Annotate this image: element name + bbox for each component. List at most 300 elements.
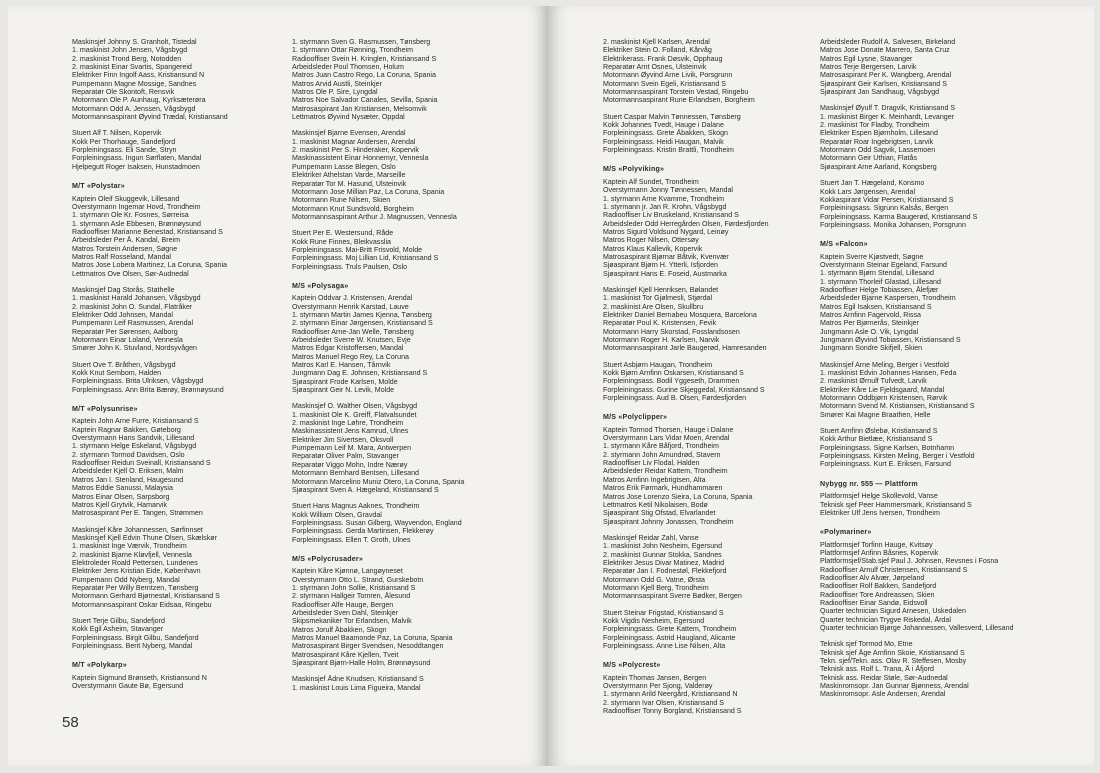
crew-entry: Overstyrmann Otto L. Strand, Gurskebotn (292, 575, 424, 584)
crew-entry: Lettmatros Ketil Nikolaisen, Bodø (603, 500, 708, 509)
crew-entry: Arbeidsleder Per Å. Kandal, Breim (72, 236, 181, 245)
crew-entry: Lettmatros Ove Olsen, Sør-Audnedal (72, 269, 189, 278)
crew-entry: Forpleiningsass. Ingun Sørflaten, Mandal (72, 154, 202, 163)
crew-entry: 2. maskinist Gunnar Stokka, Sandnes (603, 550, 722, 559)
crew-entry: Radiooffiser Tore Andreassen, Skien (820, 590, 935, 599)
crew-entry: Matrosaspirant Bjørnar Båtvik, Kvenvær (603, 252, 729, 261)
crew-entry: Maskinromsopr. Jan Gunnar Bjønness, Arendal (820, 682, 969, 691)
crew-entry: Matros Per Bjørnerås, Steinkjer (820, 319, 919, 328)
crew-entry: Matros Noe Salvador Canales, Sevilla, Spania (292, 96, 438, 105)
crew-entry: Motormann Oddbjørn Kristensen, Rørvik (820, 394, 948, 403)
crew-entry: Maskinsjef O. Walther Olsen, Vågsbygd (292, 402, 418, 411)
crew-entry: Sjøaspirant Bjørn H. Ytterli, Isfjorden (603, 261, 718, 270)
crew-entry: Sjøaspirant Frode Karlsen, Molde (292, 377, 398, 386)
crew-entry: Motormann Svein Egeli, Kristiansand S (603, 79, 727, 88)
crew-entry: Matros Jose Donate Marrero, Santa Cruz (820, 46, 950, 55)
crew-entry: Matros Jose Lobera Martinez, La Coruna, Spania (72, 261, 227, 270)
crew-entry: Matros Arvid Austli, Steinkjer (292, 79, 382, 88)
crew-entry: Kokk Lars Jørgensen, Arendal (820, 187, 916, 196)
crew-entry: Jungmann Øyvind Tobiassen, Kristiansand S (820, 336, 961, 344)
entry-gap (72, 650, 287, 658)
crew-entry: Teknisk ass. Rolf L. Trana, Å i Åfjord (820, 665, 934, 674)
entry-gap (820, 632, 1035, 640)
crew-entry: Matros Egil Lysne, Stavanger (820, 54, 913, 63)
crew-entry: Radiooffiser Alfe Hauge, Bergen (292, 600, 394, 609)
crew-entry: Smører John K. Stuvland, Nordsyvågen (72, 344, 197, 353)
crew-entry: Forpleiningsass. Moj Lillian Lid, Kristiansand S (292, 254, 439, 263)
crew-entry: Radiooffiser Liv Flodal, Halden (603, 459, 700, 468)
crew-entry: Maskinsjef Dag Storås, Stathelle (72, 285, 175, 294)
crew-entry: 1. styrmann Ottar Rønning, Trondheim (292, 46, 414, 55)
crew-entry: Kokk Rune Finnes, Bleikvasslia (292, 237, 391, 246)
crew-entry: Sjøaspirant Jan Sandhaug, Vågsbygd (820, 88, 940, 97)
crew-entry: Forpleiningsass. Kirsten Meling, Berger i Vestfold (820, 452, 975, 461)
crew-entry: Forpleiningsass. Truls Paulsen, Oslo (292, 262, 408, 271)
entry-gap (292, 394, 507, 402)
crew-entry: Arbeidsleder Poul Thomsen, Holum (292, 63, 404, 72)
crew-entry: 2. maskinist Per S. Hinderaker, Kopervik (292, 146, 419, 155)
ship-heading: M/S «Polycrest» (603, 661, 661, 670)
crew-entry: Radiooffiser Liv Bruskeland, Kristiansand S (603, 211, 739, 220)
column-3 (603, 38, 818, 715)
entry-gap (603, 278, 818, 286)
entry-gap (603, 353, 818, 361)
crew-entry: Matros Ole P. Sire, Lyngdal (292, 88, 378, 97)
crew-entry: Skipsmekaniker Tor Erlandsen, Malvik (292, 617, 412, 626)
crew-entry: Motormann Roger H. Karlsen, Narvik (603, 336, 720, 344)
ship-heading: M/T «Polykarp» (72, 661, 127, 670)
crew-entry: Maskinassistent Jens Kamrud, Ulnes (292, 427, 409, 436)
crew-entry: Kaptein Thomas Jansen, Bergen (603, 673, 707, 682)
crew-entry: Tekn. sjef/Tekn. ass. Olav R. Steffesen, Mosby (820, 657, 967, 665)
ship-heading: M/T «Polystar» (72, 182, 125, 191)
crew-entry: 2. maskinist Ørnulf Tufvedt, Larvik (820, 377, 927, 386)
crew-entry: Maskinsjef Kåre Johannessen, Sørfinnset (72, 525, 203, 534)
crew-entry: Sjøaspirant Johnny Jonassen, Trondheim (603, 517, 734, 526)
crew-entry: Reparatør Per Sørensen, Aalborg (72, 327, 178, 336)
crew-entry: Matros Kjell Grytvik, Hamarvik (72, 500, 167, 509)
crew-entry: Stuert Jan T. Hægeland, Konsmo (820, 179, 925, 188)
crew-entry: Forpleiningsass. Berit Nyberg, Mandal (72, 642, 193, 650)
crew-entry: Maskinromsopr. Asle Andersen, Arendal (820, 690, 946, 699)
crew-entry: Forpleiningsass. Susan Gilberg, Wayvendon, England (292, 518, 462, 527)
crew-entry: 1. styrmann Arild Neergård, Kristiansand N (603, 690, 738, 699)
crew-entry: Pumpemann Leif Rasmussen, Arendal (72, 319, 194, 328)
crew-entry: Matros Ralf Rosseland, Mandal (72, 252, 171, 261)
crew-entry: Forpleiningsass. Grete Kattem, Trondheim (603, 625, 737, 634)
crew-entry: Pumpemann Leif M. Mara, Antwerpen (292, 444, 412, 453)
crew-entry: Reparatør Ole Skontoft, Rensvik (72, 88, 175, 97)
crew-entry: Matros Jan I. Stenland, Haugesund (72, 475, 184, 484)
crew-entry: 1. styrmann Helge Eskeland, Vågsbygd (72, 442, 197, 451)
crew-entry: Motormannsaspirant Torstein Vestad, Ringebu (603, 88, 749, 97)
crew-entry: 1. styrmann Thorleif Glastad, Lillesand (820, 277, 941, 286)
ship-heading: M/S «Falcon» (820, 240, 868, 249)
crew-entry: Motormann Jose Millian Paz, La Coruna, Spania (292, 187, 445, 196)
crew-entry: Matros Jorulf Åbakken, Skogn (292, 625, 387, 634)
crew-entry: Matros Einar Olsen, Sarpsborg (72, 492, 170, 501)
crew-entry: Forpleiningsass. Birgit Gilbu, Sandefjord (72, 633, 199, 642)
crew-entry: Forpleiningsass. Sigrunn Kalsås, Bergen (820, 204, 949, 213)
crew-entry: Motormannsaspirant Jarle Baugerød, Hamresanden (603, 344, 767, 353)
crew-entry: Forpleiningsass. Ann Brita Bærøy, Brønnøysund (72, 385, 224, 394)
crew-entry: Arbeidsleder Kjell O. Eriksen, Malm (72, 467, 184, 476)
crew-entry: Kokk Arthur Bietlæe, Kristiansand S (820, 435, 933, 444)
crew-entry: 2. maskinist Are Olsen, Skullbru (603, 302, 704, 311)
crew-entry: Overstyrmann Lars Vidar Moen, Arendal (603, 434, 730, 443)
crew-entry: 2. maskinist John O. Sundal, Flatråker (72, 302, 193, 311)
crew-entry: Maskinsjef Kjell Edvin Thune Olsen, Skælskør (72, 533, 217, 542)
crew-entry: Radiooffiser Alv Alvær, Jørpeland (820, 573, 925, 582)
crew-entry: Stuert Ove T. Bråthen, Vågsbygd (72, 360, 176, 369)
crew-entry: Matros Edgar Kristoffersen, Mandal (292, 344, 404, 353)
crew-entry: Reparatør Viggo Mohn, Indre Nærøy (292, 460, 408, 469)
entry-gap (72, 278, 287, 286)
entry-gap (603, 402, 818, 410)
crew-entry: Elektriker Jim Sivertsen, Oksvoll (292, 435, 394, 444)
crew-entry: Radiooffiser Rolf Bakken, Sandefjord (820, 582, 937, 591)
ship-heading: M/S «Polyclipper» (603, 413, 668, 422)
crew-entry: Matros Arnfinn Fagervold, Rissa (820, 310, 921, 319)
entry-gap (292, 121, 507, 129)
crew-entry: 2. styrmann Tormod Davidsen, Oslo (72, 450, 185, 459)
crew-entry: 2. styrmann Einar Jørgensen, Kristiansand S (292, 319, 433, 328)
crew-entry: Matros Karl E. Hansen, Tårnvik (292, 361, 391, 370)
crew-entry: 1. styrmann Ole Kr. Fosnes, Sørreisa (72, 211, 189, 220)
crew-entry: Elektriker Jens Kristian Eide, København (72, 567, 201, 576)
crew-entry: Maskinsjef Johnny S. Granholt, Tistedal (72, 38, 197, 46)
crew-entry: Motormann Marcelino Muniz Otero, La Coruna, Spania (292, 477, 465, 486)
crew-entry: 2. maskinist Bjarne Kløvfjell, Vennesla (72, 550, 192, 559)
crew-entry: Lettmatros Øyvind Nysæter, Oppdal (292, 113, 405, 122)
crew-entry: Matrosaspirant Jan Kristiansen, Melsomvik (292, 104, 427, 113)
crew-entry: Quarter technician Sigurd Arnesen, Uskedalen (820, 607, 966, 616)
crew-entry: Arbeidsleder Rudolf A. Salvesen, Birkeland (820, 38, 956, 46)
entry-gap (72, 518, 287, 526)
crew-entry: 1. styrmann Kåre Båfjord, Trondheim (603, 442, 719, 451)
crew-entry: Overstyrmann Steinar Egeland, Farsund (820, 260, 947, 269)
crew-entry: Forpleiningsass. Heidi Haugan, Malvik (603, 137, 724, 146)
entry-gap (820, 517, 1035, 525)
crew-entry: Stuert Arnfinn Øslebø, Kristiansand S (820, 427, 938, 436)
crew-entry: Stuert Caspar Malvin Tønnessen, Tønsberg (603, 112, 741, 121)
crew-entry: Radiooffiser Helge Tobiassen, Ålefjær (820, 285, 939, 294)
crew-entry: Elektriker Kåre Lie Fjeldsgaard, Mandal (820, 385, 945, 394)
crew-entry: Maskinsjef Øyulf T. Dragvik, Kristiansand S (820, 104, 956, 113)
entry-gap (603, 526, 818, 534)
ship-heading: «Polymariner» (820, 528, 872, 537)
crew-entry: 2. maskinist Kjell Karlsen, Arendal (603, 38, 710, 46)
crew-entry: Motormann Einar Loland, Vennesla (72, 336, 183, 344)
crew-entry: 1. maskinist Louis Lima Figueira, Mandal (292, 683, 421, 692)
entry-gap (820, 419, 1035, 427)
crew-entry: Forpleiningsass. Astrid Haugland, Alicante (603, 633, 736, 642)
crew-entry: Elektriker Daniel Bernabeu Mosquera, Barcelona (603, 310, 757, 319)
crew-entry: Matrosaspirant Per E. Tangen, Strømmen (72, 509, 203, 518)
crew-entry: Kaptein John Arne Furre, Kristiansand S (72, 417, 199, 426)
crew-entry: Pumpemann Magne Mossige, Sandnes (72, 79, 197, 88)
crew-entry: Motormann Harry Skorstad, Fosslandsosen (603, 327, 740, 336)
entry-gap (72, 171, 287, 179)
crew-entry: Arbeidsleder Bjarne Kaspersen, Trondheim (820, 294, 956, 303)
crew-entry: Kokk Vigdis Nesheim, Egersund (603, 616, 705, 625)
entry-gap (820, 353, 1035, 361)
crew-entry: Stuert Hans Magnus Aaknes, Trondheim (292, 502, 420, 511)
crew-entry: Matros Terje Bergersen, Larvik (820, 63, 917, 72)
crew-entry: Kaptein Ragnar Bakken, Gøteborg (72, 425, 181, 434)
crew-entry: Radiooffiser Arne-Jan Welle, Tønsberg (292, 327, 414, 336)
crew-entry: Arbeidsleder Sverre W. Knutsen, Evje (292, 336, 411, 344)
entry-gap (820, 469, 1035, 477)
crew-entry: Elektriker Espen Bjørnholm, Lillesand (820, 129, 938, 138)
entry-gap (72, 609, 287, 617)
crew-entry: Kaptein Oleif Skuggevik, Lillesand (72, 194, 180, 203)
ship-heading: Nybygg nr. 555 — Plattform (820, 479, 918, 488)
crew-entry: 1. maskinist John Jensen, Vågsbygd (72, 46, 188, 55)
entry-gap (72, 353, 287, 361)
crew-entry: Stuert Terje Gilbu, Sandefjord (72, 616, 165, 625)
crew-entry: 1. maskinist John Nesheim, Egersund (603, 542, 723, 551)
crew-entry: Kaptein Kåre Kjønnø, Langøyneset (292, 567, 403, 576)
entry-gap (292, 494, 507, 502)
crew-entry: Radiooffiser Einar Sandø, Eidsvoll (820, 598, 928, 607)
entry-gap (72, 394, 287, 402)
crew-entry: Kaptein Tormod Thorsen, Hauge i Dalane (603, 425, 734, 434)
crew-entry: Overstyrmann Ingemar Hovd, Trondheim (72, 202, 201, 211)
crew-entry: Reparatør Arnt Osnes, Ulsteinvik (603, 63, 707, 72)
crew-entry: Maskinsjef Ådne Knudsen, Kristiansand S (292, 675, 424, 684)
entry-gap (72, 121, 287, 129)
crew-entry: 1. styrmann Martin James Kjenna, Tønsberg (292, 310, 432, 319)
crew-entry: Sjøaspirant Sven A. Hægeland, Kristiansand S (292, 485, 439, 494)
crew-entry: Forpleiningsass. Kurt E. Eriksen, Farsund (820, 460, 951, 469)
entry-gap (292, 667, 507, 675)
crew-entry: Motormann Gerhard Bjørnestøl, Kristiansand S (72, 592, 220, 601)
crew-entry: Elektriker Jesus Divar Matinez, Madrid (603, 558, 725, 567)
crew-entry: Elektriker Stein O. Folland, Kårvåg (603, 46, 712, 55)
crew-entry: Motormannsaspirant Sverre Bødker, Bergen (603, 592, 742, 601)
crew-entry: Matros Roger Nilsen, Ottersøy (603, 236, 699, 245)
crew-entry: Motormann Rune Nilsen, Skien (292, 196, 391, 205)
column-4 (820, 38, 1035, 699)
crew-entry: 1. maskinist Ole K. Greiff, Flatvalsundet (292, 410, 417, 419)
crew-entry: Kaptein Sverre Kjøstvedt, Søgne (820, 252, 924, 261)
crew-entry: Elektriker Odd Johnsen, Mandal (72, 310, 173, 319)
crew-entry: Maskinsjef Reidar Zahl, Vanse (603, 533, 699, 542)
crew-entry: Radiooffiser Svein H. Kringlen, Kristiansand S (292, 54, 437, 63)
crew-entry: Kaptein Oddvar J. Kristensen, Arendal (292, 294, 413, 303)
crew-entry: Jungmann Dag E. Johnsen, Kristiansand S (292, 369, 428, 378)
crew-entry: Reparatør Per Willy Berntzen, Tønsberg (72, 583, 199, 592)
ship-heading: M/S «Polycrusader» (292, 554, 364, 563)
crew-entry: 2. styrmann John Amundrød, Stavern (603, 450, 721, 459)
crew-entry: Smører Kai Magne Braathen, Helle (820, 410, 931, 419)
crew-entry: 1. styrmann John Sollie, Kristiansand S (292, 583, 416, 592)
entry-gap (820, 96, 1035, 104)
entry-gap (292, 271, 507, 279)
crew-entry: Elektriker Finn Ingolf Aass, Kristiansund N (72, 71, 205, 80)
crew-entry: Quarter technician Trygve Riskedal, Årdal (820, 615, 951, 624)
crew-entry: Forpleiningsass. Anne Lise Nilsen, Alta (603, 642, 726, 650)
crew-entry: Jungmann Asle O. Vik, Lyngdal (820, 327, 919, 336)
crew-entry: 2. styrmann Hallgeir Tomren, Ålesund (292, 592, 411, 601)
column-2 (292, 38, 507, 692)
crew-entry: Motormann Odd G. Vatne, Ørsta (603, 575, 705, 584)
crew-entry: Forpleiningsass. Grete Åbakken, Skogn (603, 129, 728, 138)
crew-entry: Teknisk sjef Tormod Mo, Etne (820, 640, 913, 649)
crew-entry: Motormann Øyvind Arne Livik, Porsgrunn (603, 71, 733, 80)
crew-entry: 1. maskinist Edvin Johannes Hansen, Feda (820, 369, 957, 378)
crew-entry: 2. maskinist Trond Berg, Notodden (72, 54, 182, 63)
crew-entry: Maskinsjef Bjarne Evensen, Arendal (292, 129, 406, 138)
crew-entry: Motormann Odd A. Jenssen, Vågsbygd (72, 104, 196, 113)
crew-entry: Kokk Johannes Tvedt, Hauge i Dalane (603, 121, 724, 130)
crew-entry: Arbeidsleder Sven Dahl, Steinkjer (292, 608, 399, 617)
crew-entry: 1. styrmann Sven G. Rasmussen, Tønsberg (292, 38, 431, 46)
crew-entry: Motormannsaspirant Oskar Eidsaa, Ringebu (72, 600, 212, 609)
entry-gap (603, 650, 818, 658)
crew-entry: Matros Erik Førmark, Hundhammaren (603, 484, 723, 493)
crew-entry: Arbeidsleder Odd Herregården Olsen, Førdesfjorden (603, 219, 769, 228)
crew-entry: Overstyrmann Hans Sandvik, Lillesand (72, 434, 195, 443)
crew-entry: Reparatør Jan I. Fodnestøl, Flekkefjord (603, 567, 727, 576)
crew-entry: Matros Juan Castro Rego, La Coruna, Spania (292, 71, 436, 80)
crew-entry: Kaptein Alf Sundet, Trondheim (603, 177, 699, 186)
crew-entry: Stuert Steinar Frigstad, Kristiansand S (603, 608, 724, 617)
crew-entry: Matros Egil Isaksen, Kristiansand S (820, 302, 932, 311)
crew-entry: Stuert Per E. Westersund, Råde (292, 229, 394, 238)
crew-entry: Sjøaspirant Bjørn-Halle Holm, Brønnøysund (292, 659, 431, 668)
crew-entry: 1. styrmann Bjørn Stendal, Lillesand (820, 269, 934, 278)
crew-entry: 1. maskinist Inge Værvik, Trondheim (72, 542, 187, 551)
crew-entry: Teknisk ass. Reidar Støle, Sør-Audnedal (820, 673, 948, 682)
crew-entry: Matros Sigurd Voldsund Nygard, Leinøy (603, 227, 729, 236)
entry-gap (292, 221, 507, 229)
crew-entry: 1. maskinist Birger K. Meinhardt, Levanger (820, 112, 955, 121)
crew-entry: Matros Arnfinn Ingebrigtsen, Alta (603, 475, 706, 484)
crew-entry: Sjøaspirant Hans E. Foseid, Austmarka (603, 269, 727, 278)
crew-entry: Teknisk sjef Åge Arnfinn Skoie, Kristiansand S (820, 648, 965, 657)
entry-gap (292, 544, 507, 552)
crew-entry: Forpleiningsass. Gurine Skjeggedal, Kristiansand S (603, 385, 765, 394)
crew-entry: Maskinsjef Arne Meling, Berger i Vestfold (820, 360, 949, 369)
crew-entry: Forpleiningsass. Monika Johansen, Porsgrunn (820, 220, 966, 229)
entry-gap (603, 154, 818, 162)
crew-entry: 2. maskinist Einar Svartis, Spangereid (72, 63, 192, 72)
crew-entry: Kokk Per Thorhauge, Sandefjord (72, 137, 176, 146)
crew-entry: 1. maskinist Tor Gjølmesli, Stjørdal (603, 294, 713, 303)
crew-entry: Plattformsjef/Stab.sjef Paul J. Johnsen, Revsnes i Fosna (820, 557, 999, 566)
crew-entry: Stuert Asbjørn Haugan, Trondheim (603, 360, 713, 369)
crew-entry: Motormann Kjell Berg, Trondheim (603, 583, 709, 592)
crew-entry: Elektrikerass. Frank Døsvik, Opphaug (603, 54, 723, 63)
entry-gap (603, 601, 818, 609)
crew-entry: Forpleiningsass. Bodil Yggeseth, Drammen (603, 377, 740, 386)
crew-entry: Plattformsjef Anfinn Båsnes, Kopervik (820, 548, 939, 557)
crew-entry: Reparatør Roar Ingebrigtsen, Larvik (820, 137, 934, 146)
ship-heading: M/S «Polysaga» (292, 281, 349, 290)
crew-entry: Motormannsaspirant Øyvind Trædal, Kristiansand (72, 113, 228, 122)
crew-entry: Matrosaspirant Per K. Wangberg, Arendal (820, 71, 952, 80)
crew-entry: Forpleiningsass. Kristin Brattli, Trondheim (603, 146, 734, 155)
crew-entry: Sjøaspirant Geir N. Levik, Molde (292, 386, 395, 395)
crew-entry: Kokk Knut Sembom, Halden (72, 369, 162, 378)
crew-entry: Reparatør Tor M. Hasund, Ulsteinvik (292, 179, 407, 188)
crew-entry: Pumpemann Lasse Blegen, Oslo (292, 162, 396, 171)
ship-heading: M/S «Polyviking» (603, 165, 665, 174)
crew-entry: Motormann Bernhard Bentsen, Lillesand (292, 469, 419, 478)
crew-entry: 2. maskinist Tor Fladby, Trondheim (820, 121, 930, 130)
crew-entry: Forpleiningsass. Karma Baugerød, Kristiansand S (820, 212, 978, 221)
crew-entry: 1. styrmann Arne Kvamme, Trondheim (603, 194, 725, 203)
crew-entry: Overstyrmann Henrik Karstad, Lauve (292, 302, 409, 311)
page-number: 58 (62, 714, 79, 731)
crew-entry: 1. maskinist Harald Johansen, Vågsbygd (72, 294, 201, 303)
crew-entry: Kokk Bjørn Arnfinn Oskarsen, Kristiansand S (603, 369, 744, 378)
crew-entry: Maskinassistent Einar Honnemyr, Vennesla (292, 154, 429, 163)
crew-entry: Overstyrmann Jonny Tønnessen, Mandal (603, 186, 733, 195)
crew-entry: Plattformsjef Torfinn Hauge, Kvitsøy (820, 540, 933, 549)
crew-entry: Matros Jose Lorenzo Sieira, La Coruna, Spania (603, 492, 753, 501)
crew-entry: Forpleiningsass. Ellen T. Groth, Ulnes (292, 535, 411, 544)
crew-entry: Radiooffiser Tonny Borgland, Kristiansand S (603, 707, 742, 716)
crew-entry: 2. styrmann Ivar Olsen, Kristiansand S (603, 698, 725, 707)
crew-entry: Motormann Svend M. Kristiansen, Kristiansand S (820, 402, 975, 411)
crew-entry: Matros Klaus Kallevik, Kopervik (603, 244, 703, 253)
crew-entry: Forpleiningsass. Mai-Britt Frisvold, Molde (292, 245, 423, 254)
crew-entry: Motormann Odd Sagvik, Lassemoen (820, 146, 936, 155)
entry-gap (603, 105, 818, 113)
entry-gap (820, 229, 1035, 237)
entry-gap (820, 171, 1035, 179)
crew-entry: Pumpemann Odd Nyberg, Mandal (72, 575, 180, 584)
crew-entry: 1. maskinist Magnar Andersen, Arendal (292, 137, 416, 146)
crew-entry: Kaptein Sigmund Brønseth, Kristiansund N (72, 673, 207, 682)
crew-entry: Kokkaspirant Vidar Persen, Kristiansand S (820, 195, 954, 204)
crew-entry: Matrosaspirant Birger Svendsen, Nesoddtangen (292, 642, 444, 651)
crew-entry: Plattformsjef Helge Skollevold, Vanse (820, 492, 938, 501)
crew-entry: Forpleiningsass. Gerda Martinsen, Flekkerøy (292, 527, 434, 536)
crew-entry: Overstyrmann Gaute Bø, Egersund (72, 682, 184, 691)
ship-heading: M/T «Polysunrise» (72, 405, 138, 414)
crew-entry: Kokk Egil Asheim, Stavanger (72, 625, 164, 634)
crew-entry: Matrosaspirant Kåre Kjellen, Tveit (292, 650, 399, 659)
crew-entry: Motormann Geir Uthian, Flatås (820, 154, 917, 163)
crew-entry: Arbeidsleder Reidar Kattem, Trondheim (603, 467, 728, 476)
crew-entry: Matros Torstein Andersen, Søgne (72, 244, 178, 253)
crew-entry: Stuert Alf T. Nilsen, Kopervik (72, 129, 162, 138)
crew-entry: 1. styrmann Asle Ebbesen, Brønnøysund (72, 219, 201, 228)
crew-entry: Forpleiningsass. Eli Sande, Stryn (72, 146, 177, 155)
crew-entry: Motormann Ole P. Aunhaug, Kyrksæterøra (72, 96, 206, 105)
crew-entry: Maskinsjef Kjell Henriksen, Bølandet (603, 285, 719, 294)
crew-entry: Motormannsaspirant Arthur J. Magnussen, Vennesla (292, 212, 457, 221)
crew-entry: Reparatør Oliver Palm, Stavanger (292, 452, 399, 461)
crew-entry: Elektroleder Roald Pettersen, Lundenes (72, 558, 198, 567)
crew-entry: Reparatør Poul K. Kristensen, Fevik (603, 319, 717, 328)
crew-entry: 1. styrmann jr. Jan R. Krohn, Vågsbygd (603, 202, 727, 211)
crew-entry: Motormannsaspirant Rune Erlandsen, Borgheim (603, 96, 755, 105)
crew-entry: Forpleiningsass. Signe Karlsen, Botnhamn (820, 443, 955, 452)
crew-entry: Matros Manuel Rego Rey, La Coruna (292, 352, 409, 361)
crew-entry: Radiooffiser Arnulf Christensen, Kristiansand S (820, 565, 968, 574)
crew-entry: Forpleiningsass. Aud B. Olsen, Førdesfjorden (603, 394, 747, 403)
crew-entry: Sjøaspirant Geir Karlsen, Kristiansand S (820, 79, 947, 88)
crew-entry: Overstyrmann Per Sjong, Valderøy (603, 682, 713, 691)
crew-entry: Matros Manuel Baamonde Paz, La Coruna, Spania (292, 634, 453, 642)
crew-entry: Jungmann Sondre Skifjell, Skien (820, 344, 923, 353)
crew-entry: Kokk William Olsen, Gravdal (292, 510, 382, 519)
